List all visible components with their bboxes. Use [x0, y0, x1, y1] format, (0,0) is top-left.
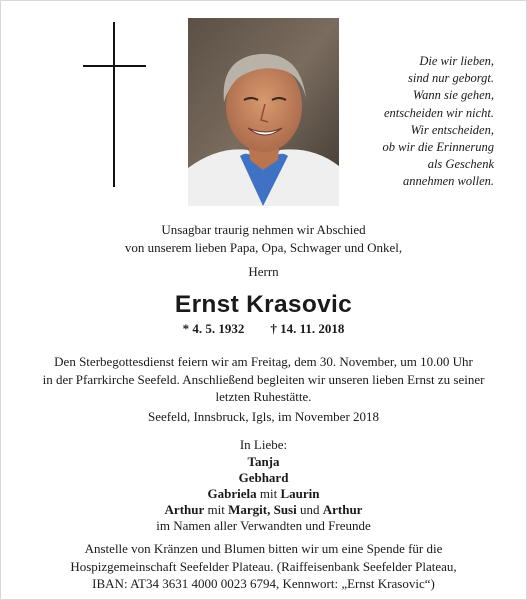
family-list — [0, 454, 527, 534]
poem-line: ob wir die Erinnerung — [382, 140, 494, 155]
donation-request — [0, 540, 527, 593]
family-member: Laurin — [280, 486, 320, 501]
family-member: Arthur — [322, 502, 363, 517]
portrait-photo — [188, 18, 339, 206]
service-line: letzten Ruhestätte. — [215, 389, 312, 404]
family-line — [0, 502, 527, 518]
family-member: Gabriela — [207, 486, 257, 501]
deceased-name: Ernst Krasovic — [174, 291, 353, 318]
poem-line: Wir entscheiden, — [410, 122, 494, 137]
poem-line: entscheiden wir nicht. — [383, 105, 494, 120]
poem-line: Wann sie gehen, — [412, 88, 494, 103]
family-member: Margit, Susi — [228, 502, 297, 517]
place-date: Seefeld, Innsbruck, Igls, im November 2018 — [147, 409, 380, 424]
connector: mit — [204, 502, 229, 517]
service-line: in der Pfarrkirche Seefeld. Anschließend begleiten wir unseren lieben Ernst zu seiner — [42, 371, 485, 387]
poem — [346, 53, 494, 191]
life-dates — [0, 321, 527, 337]
salutation: Herrn — [248, 264, 279, 279]
poem-line: annehmen wollen. — [403, 174, 494, 189]
family-line — [0, 486, 527, 502]
intro-line: von unserem lieben Papa, Opa, Schwager und Onkel, — [124, 239, 403, 255]
family-line: im Namen aller Verwandten und Freunde — [156, 518, 371, 533]
in-love-label: In Liebe: — [239, 437, 288, 452]
cross-icon-vertical — [113, 22, 115, 187]
intro-text — [0, 221, 527, 256]
poem-line: sind nur geborgt. — [408, 71, 494, 86]
family-member: Tanja — [247, 454, 280, 469]
closing-line: Anstelle von Kränzen und Blumen bitten wir um eine Spende für die — [84, 541, 443, 556]
family-member: Gebhard — [238, 470, 289, 485]
connector: und — [296, 502, 323, 517]
death-date: † 14. 11. 2018 — [270, 321, 345, 336]
connector: mit — [256, 486, 281, 501]
cross-icon-horizontal — [83, 65, 146, 67]
poem-line: Die wir lieben, — [419, 54, 494, 68]
family-member: Arthur — [164, 502, 205, 517]
closing-line: IBAN: AT34 3631 4000 0023 6794, Kennwort: „Ernst Krasovic“) — [92, 576, 435, 591]
closing-line: Hospizgemeinschaft Seefelder Plateau. (Raiffeisenbank Seefelder Plateau, — [70, 558, 457, 574]
intro-line: Unsagbar traurig nehmen wir Abschied — [161, 222, 366, 237]
poem-line: als Geschenk — [427, 157, 494, 172]
birth-date: * 4. 5. 1932 — [182, 321, 245, 336]
service-line: Den Sterbegottesdienst feiern wir am Freitag, dem 30. November, um 10.00 Uhr — [54, 354, 473, 369]
family-line — [0, 454, 527, 470]
service-text — [0, 353, 527, 406]
family-line — [0, 470, 527, 486]
